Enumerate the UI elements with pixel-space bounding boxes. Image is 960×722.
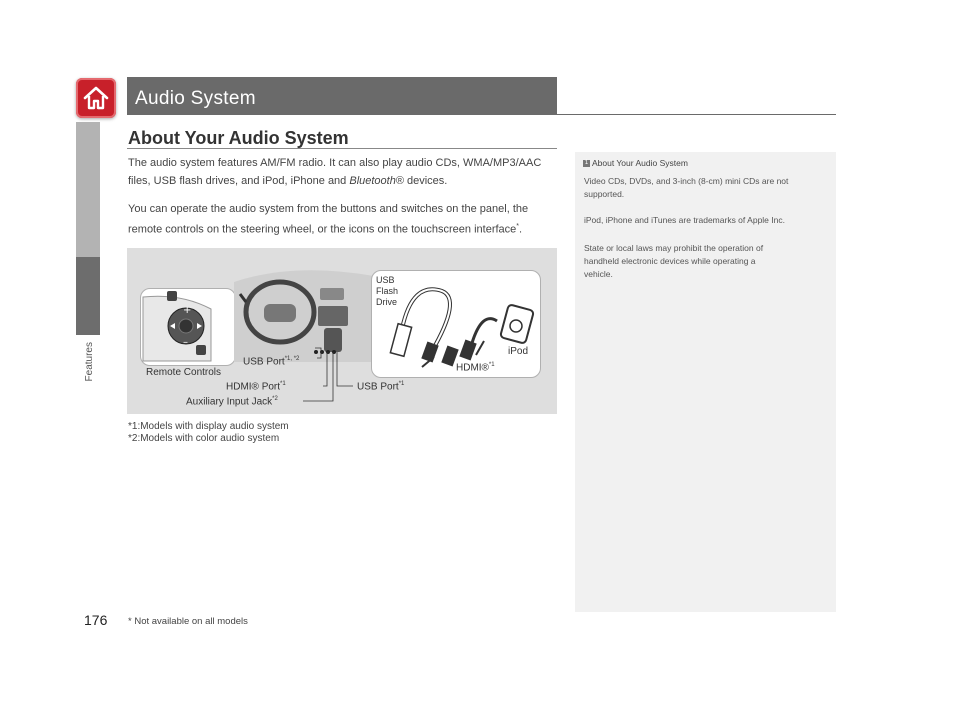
sidenote-p1-line-1: Video CDs, DVDs, and 3-inch (8-cm) mini CDs are not [584,176,789,186]
sidenote-paragraph-1 [584,175,829,201]
footnote-2: *2:Models with color audio system [128,433,280,444]
hdmi-sup: *1 [488,362,495,368]
usb-flash-line-2: Flash [376,286,399,296]
usb-flash-line-1: USB [376,275,395,285]
sidenote-p1-line-2: supported. [584,189,625,199]
side-nav-bar [76,122,100,257]
side-nav-features-tab[interactable] [76,257,100,335]
heading-rule [127,148,557,149]
paragraph-2-text: remote controls on the steering wheel, or the icons on the touchscreen interface [128,223,517,236]
paragraph-1-text: files, USB flash drives, and iPod, iPhone and [128,175,350,187]
paragraph-1-line-2 [128,172,556,190]
leader-lines [127,248,557,414]
usb-port-text-1: USB Port [243,356,285,368]
page-number: 176 [84,612,108,628]
hdmi-port-sup: *1 [280,381,286,387]
section-heading: About Your Audio System [128,128,349,148]
home-icon [82,85,110,111]
bluetooth-italic: Bluetooth [349,175,396,187]
sidenote-heading-text: About Your Audio System [592,158,688,168]
paragraph-2-line-1: You can operate the audio system from the buttons and switches on the panel, the [128,203,529,215]
hdmi-port-text: HDMI® Port [226,381,281,393]
usb-flash-line-3: Drive [376,297,398,307]
paragraph-2-line-2 [128,218,556,239]
not-available-note: * Not available on all models [128,616,248,627]
paragraph-1-line-1: The audio system features AM/FM radio. It can also play audio CDs, WMA/MP3/AAC [128,157,542,169]
hdmi-text: HDMI® [456,362,489,374]
usb-port-text-2: USB Port [357,381,399,393]
svg-text:+: + [183,305,192,316]
sidenote-p3-line-3: vehicle. [584,269,613,279]
paragraph-2 [128,200,556,239]
aux-jack-sup: *2 [272,396,278,402]
footnote-1: *1:Models with display audio system [128,421,289,432]
chapter-title-bar [127,77,557,115]
paragraph-1-end: ® devices. [395,175,448,187]
note-marker-icon: 1 [584,159,589,166]
home-button[interactable] [76,78,116,118]
paragraph-1 [128,154,556,190]
sidenote-paragraph-3 [584,242,829,281]
remote-controls-label: Remote Controls [146,367,222,378]
sidenote-p3-line-2: handheld electronic devices while operating a [584,256,756,266]
chapter-title: Audio System [135,88,256,109]
svg-text:–: – [183,337,188,348]
section-label: Features [84,342,95,382]
usb-port-sup-1: *1, *2 [284,356,300,362]
not-available-star[interactable]: * [516,223,520,230]
sidenote-heading [583,158,688,168]
paragraph-2-end: . [519,223,523,236]
usb-port-sup-2: *1 [398,381,405,387]
sidenote-p3-line-1: State or local laws may prohibit the operation of [584,243,764,253]
ipod-label: iPod [508,346,529,357]
sidenote-paragraph-2: iPod, iPhone and iTunes are trademarks of Apple Inc. [584,215,785,225]
aux-jack-text: Auxiliary Input Jack [186,396,273,408]
title-rule [557,114,836,115]
